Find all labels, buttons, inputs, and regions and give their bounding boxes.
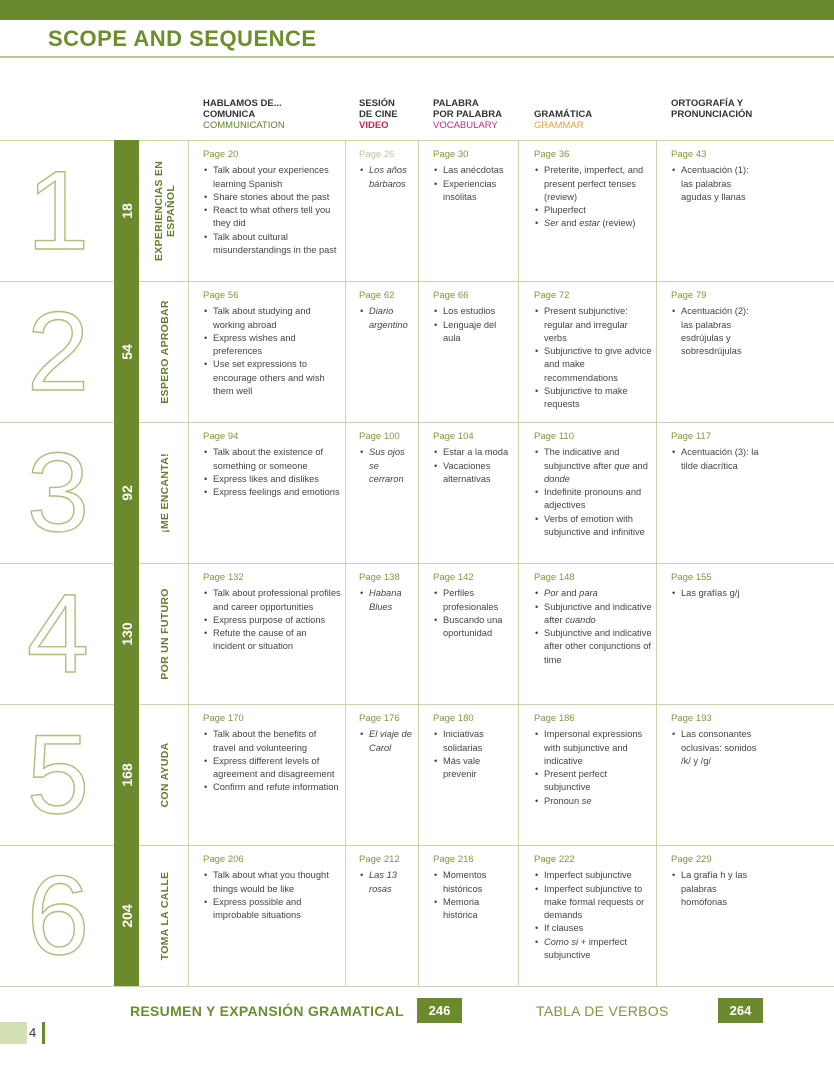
cell-page-ref: Page 94 xyxy=(203,431,239,442)
column-divider xyxy=(518,140,519,281)
list-item: • Memoria histórica xyxy=(443,896,515,923)
list-item: • Pluperfect xyxy=(544,204,652,217)
col-comm-line2: COMUNICA xyxy=(203,109,256,120)
unit-start-page xyxy=(114,563,139,704)
list-item: • Talk about professional profiles and career opportunities xyxy=(213,587,341,614)
list-item: • Express feelings and emotions xyxy=(213,486,341,499)
cell-list xyxy=(359,305,415,332)
list-item: • Subjunctive and indicative after cuando xyxy=(544,601,652,628)
list-item: • Verbs of emotion with subjunctive and infinitive xyxy=(544,513,652,540)
unit-start-page-text: 130 xyxy=(118,621,135,646)
list-item: • Estar a la moda xyxy=(443,446,515,459)
col-vocab-sub: VOCABULARY xyxy=(433,120,498,131)
cell-list xyxy=(359,728,415,755)
cell-page-ref: Page 222 xyxy=(534,854,575,865)
unit-row-5 xyxy=(0,704,834,845)
cell-list xyxy=(203,728,341,794)
cell-video xyxy=(359,712,415,755)
list-item: • Talk about studying and working abroad xyxy=(213,305,341,332)
list-item: • Talk about the existence of something or someone xyxy=(213,446,341,473)
unit-big-number: 6 xyxy=(26,853,90,978)
column-divider xyxy=(656,281,657,422)
col-comm-line1: HABLAMOS DE... xyxy=(203,98,282,109)
cell-page-ref: Page 104 xyxy=(433,431,474,442)
cell-page-ref: Page 56 xyxy=(203,290,239,301)
cell-page-ref: Page 62 xyxy=(359,290,395,301)
table-bottom-line xyxy=(0,986,834,987)
cell-comm xyxy=(203,148,341,257)
unit-row-4 xyxy=(0,563,834,704)
unit-start-page-text: 92 xyxy=(118,484,135,501)
unit-start-page-text: 204 xyxy=(118,903,135,928)
column-divider xyxy=(188,845,189,986)
column-header-orthography xyxy=(671,98,752,120)
col-orto-line2: PRONUNCIACIÓN xyxy=(671,109,753,120)
list-item: • Present subjunctive: regular and irregular verbs xyxy=(544,305,652,345)
list-item: • Imperfect subjunctive to make formal requests or demands xyxy=(544,883,652,923)
cell-list xyxy=(203,305,341,398)
list-item: • Indefinite pronouns and adjectives xyxy=(544,486,652,513)
page-title: SCOPE AND SEQUENCE xyxy=(48,26,317,51)
list-item: • Como si + imperfect subjunctive xyxy=(544,936,652,963)
cell-video xyxy=(359,148,415,191)
cell-list xyxy=(433,446,515,486)
list-item: • Por and para xyxy=(544,587,652,600)
cell-gram xyxy=(534,571,652,667)
unit-title-text: TOMA LA CALLE xyxy=(159,871,171,960)
cell-orto xyxy=(671,289,761,358)
column-divider xyxy=(188,422,189,563)
cell-page-ref: Page 79 xyxy=(671,290,707,301)
list-item: • Los años bárbaros xyxy=(369,164,415,191)
list-item: • Express possible and improbable situations xyxy=(213,896,341,923)
column-divider xyxy=(656,845,657,986)
list-item: • La grafía h y las palabras homófonas xyxy=(681,869,761,909)
list-item: • Subjunctive to give advice and make recommendations xyxy=(544,345,652,385)
cell-page-ref: Page 132 xyxy=(203,572,244,583)
list-item: • Vacaciones alternativas xyxy=(443,460,515,487)
cell-video xyxy=(359,289,415,332)
cell-list xyxy=(359,869,415,896)
column-divider xyxy=(418,140,419,281)
unit-title-text: ESPERO APROBAR xyxy=(159,299,171,404)
unit-title xyxy=(146,422,184,563)
cell-page-ref: Page 20 xyxy=(203,149,239,160)
cell-list xyxy=(534,446,652,539)
cell-page-ref: Page 193 xyxy=(671,713,712,724)
list-item: • Imperfect subjunctive xyxy=(544,869,652,882)
cell-gram xyxy=(534,712,652,808)
cell-list xyxy=(359,587,415,614)
cell-list xyxy=(433,587,515,640)
column-divider xyxy=(345,845,346,986)
cell-orto xyxy=(671,430,761,473)
column-divider xyxy=(345,140,346,281)
unit-start-page xyxy=(114,845,139,986)
cell-comm xyxy=(203,853,341,922)
unit-big-number: 5 xyxy=(26,712,90,837)
unit-row-3 xyxy=(0,422,834,563)
cell-page-ref: Page 72 xyxy=(534,290,570,301)
column-divider xyxy=(418,281,419,422)
cell-page-ref: Page 142 xyxy=(433,572,474,583)
list-item: • Pronoun se xyxy=(544,795,652,808)
col-video-sub: VIDEO xyxy=(359,120,389,131)
cell-list xyxy=(433,728,515,781)
list-item: • Buscando una oportunidad xyxy=(443,614,515,641)
list-item: • Subjunctive and indicative after other conjunctions of time xyxy=(544,627,652,667)
list-item: • Subjunctive to make requests xyxy=(544,385,652,412)
cell-orto xyxy=(671,712,761,768)
list-item: • Lenguaje del aula xyxy=(443,319,515,346)
column-divider xyxy=(518,704,519,845)
cell-list xyxy=(534,869,652,962)
unit-big-number: 3 xyxy=(26,430,90,555)
unit-start-page xyxy=(114,704,139,845)
cell-orto xyxy=(671,853,761,909)
list-item: • Express wishes and preferences xyxy=(213,332,341,359)
cell-video xyxy=(359,430,415,486)
list-item: • Ser and estar (review) xyxy=(544,217,652,230)
list-item: • The indicative and subjunctive after que and donde xyxy=(544,446,652,486)
cell-gram xyxy=(534,430,652,539)
unit-row-1 xyxy=(0,140,834,281)
cell-page-ref: Page 206 xyxy=(203,854,244,865)
cell-list xyxy=(433,869,515,922)
column-divider xyxy=(656,704,657,845)
cell-comm xyxy=(203,430,341,499)
unit-start-page xyxy=(114,422,139,563)
column-header-grammar xyxy=(534,109,592,131)
tabla-page-badge: 264 xyxy=(718,998,763,1023)
column-divider xyxy=(518,422,519,563)
cell-vocab xyxy=(433,853,515,922)
cell-list xyxy=(203,164,341,257)
column-divider xyxy=(345,563,346,704)
top-color-bar xyxy=(0,0,834,20)
cell-list xyxy=(671,869,761,909)
cell-vocab xyxy=(433,571,515,640)
unit-big-number: 1 xyxy=(26,148,90,273)
cell-gram xyxy=(534,853,652,962)
column-header-communication xyxy=(203,98,285,131)
list-item: • React to what others tell you they did xyxy=(213,204,341,231)
unit-big-number: 2 xyxy=(26,289,90,414)
column-divider xyxy=(188,563,189,704)
cell-list xyxy=(359,164,415,191)
list-item: • Confirm and refute information xyxy=(213,781,341,794)
list-item: • Acentuación (3): la tilde diacrítica xyxy=(681,446,761,473)
unit-start-page-text: 54 xyxy=(118,343,135,360)
cell-list xyxy=(671,587,761,600)
list-item: • Talk about the benefits of travel and volunteering xyxy=(213,728,341,755)
unit-row-6 xyxy=(0,845,834,986)
list-item: • Refute the cause of an incident or situation xyxy=(213,627,341,654)
column-divider xyxy=(418,845,419,986)
cell-page-ref: Page 43 xyxy=(671,149,707,160)
cell-page-ref: Page 229 xyxy=(671,854,712,865)
cell-page-ref: Page 176 xyxy=(359,713,400,724)
cell-comm xyxy=(203,571,341,654)
tabla-label: TABLA DE VERBOS xyxy=(536,1003,669,1019)
cell-vocab xyxy=(433,148,515,204)
col-comm-sub: COMMUNICATION xyxy=(203,120,285,131)
unit-title-text: ¡ME ENCANTA! xyxy=(159,452,171,533)
column-divider xyxy=(656,563,657,704)
unit-title xyxy=(146,845,184,986)
column-divider xyxy=(188,281,189,422)
unit-start-page xyxy=(114,140,139,281)
cell-page-ref: Page 186 xyxy=(534,713,575,724)
list-item: • Experiencias insólitas xyxy=(443,178,515,205)
list-item: • Preterite, imperfect, and present perfect tenses (review) xyxy=(544,164,652,204)
unit-title xyxy=(146,281,184,422)
col-vocab-line2: POR PALABRA xyxy=(433,109,502,120)
column-divider xyxy=(656,422,657,563)
list-item: • Talk about what you thought things would be like xyxy=(213,869,341,896)
list-item: • Talk about cultural misunderstandings in the past xyxy=(213,231,341,258)
list-item: • Talk about your experiences learning Spanish xyxy=(213,164,341,191)
cell-list xyxy=(534,305,652,411)
list-item: • Los estudios xyxy=(443,305,515,318)
cell-vocab xyxy=(433,712,515,781)
list-item: • El viaje de Carol xyxy=(369,728,415,755)
column-divider xyxy=(518,563,519,704)
col-vocab-line1: PALABRA xyxy=(433,98,479,109)
cell-page-ref: Page 30 xyxy=(433,149,469,160)
resumen-page-badge: 246 xyxy=(417,998,462,1023)
unit-title-text: POR UN FUTURO xyxy=(159,587,171,680)
list-item: • Present perfect subjunctive xyxy=(544,768,652,795)
column-divider xyxy=(418,422,419,563)
cell-page-ref: Page 117 xyxy=(671,431,711,442)
column-header-vocabulary xyxy=(433,98,502,131)
cell-page-ref: Page 148 xyxy=(534,572,575,583)
list-item: • Express purpose of actions xyxy=(213,614,341,627)
cell-gram xyxy=(534,289,652,412)
page-folio: 4 xyxy=(29,1025,37,1040)
column-divider xyxy=(188,140,189,281)
list-item: • Sus ojos se cerraron xyxy=(369,446,415,486)
list-item: • Más vale prevenir xyxy=(443,755,515,782)
cell-list xyxy=(534,164,652,230)
column-divider xyxy=(188,704,189,845)
column-divider xyxy=(418,563,419,704)
unit-row-2 xyxy=(0,281,834,422)
cell-list xyxy=(671,164,761,204)
list-item: • Las grafías g/j xyxy=(681,587,761,600)
title-divider xyxy=(0,56,834,58)
cell-list xyxy=(671,446,761,473)
cell-video xyxy=(359,571,415,614)
column-divider xyxy=(345,422,346,563)
folio-bar xyxy=(0,1022,27,1044)
resumen-label: RESUMEN Y EXPANSIÓN GRAMATICAL xyxy=(130,1003,404,1019)
cell-list xyxy=(534,728,652,808)
cell-page-ref: Page 36 xyxy=(534,149,570,160)
list-item: • Impersonal expressions with subjunctive and indicative xyxy=(544,728,652,768)
cell-gram xyxy=(534,148,652,231)
column-divider xyxy=(345,281,346,422)
cell-page-ref: Page 66 xyxy=(433,290,469,301)
cell-page-ref: Page 212 xyxy=(359,854,400,865)
list-item: • Las 13 rosas xyxy=(369,869,415,896)
list-item: • If clauses xyxy=(544,922,652,935)
cell-page-ref: Page 100 xyxy=(359,431,400,442)
cell-page-ref: Page 170 xyxy=(203,713,244,724)
list-item: • Momentos históricos xyxy=(443,869,515,896)
cell-list xyxy=(203,446,341,499)
cell-list xyxy=(534,587,652,667)
cell-list xyxy=(359,446,415,486)
cell-orto xyxy=(671,148,761,204)
cell-comm xyxy=(203,712,341,795)
unit-start-page-text: 18 xyxy=(118,202,135,219)
cell-orto xyxy=(671,571,761,601)
cell-page-ref: Page 155 xyxy=(671,572,712,583)
col-video-line1: SESIÓN xyxy=(359,98,395,109)
cell-page-ref: Page 110 xyxy=(534,431,574,442)
cell-list xyxy=(433,305,515,345)
col-orto-line1: ORTOGRAFÍA Y xyxy=(671,98,744,109)
cell-page-ref: Page 138 xyxy=(359,572,400,583)
column-divider xyxy=(656,140,657,281)
cell-list xyxy=(671,305,761,358)
cell-vocab xyxy=(433,430,515,486)
unit-title xyxy=(146,563,184,704)
list-item: • Express different levels of agreement and disagreement xyxy=(213,755,341,782)
column-divider xyxy=(418,704,419,845)
folio-accent xyxy=(42,1022,45,1044)
list-item: • Acentuación (1): las palabras agudas y llanas xyxy=(681,164,761,204)
cell-list xyxy=(671,728,761,768)
list-item: • Share stories about the past xyxy=(213,191,341,204)
column-header-video xyxy=(359,98,398,131)
list-item: • Acentuación (2): las palabras esdrújulas y sobresdrújulas xyxy=(681,305,761,358)
cell-list xyxy=(203,869,341,922)
unit-start-page xyxy=(114,281,139,422)
list-item: • Use set expressions to encourage others and wish them well xyxy=(213,358,341,398)
column-divider xyxy=(345,704,346,845)
col-video-line2: DE CINE xyxy=(359,109,398,120)
cell-page-ref: Page 216 xyxy=(433,854,474,865)
unit-title-text: EXPERIENCIAS EN ESPAÑOL xyxy=(153,160,177,261)
column-divider xyxy=(518,845,519,986)
cell-comm xyxy=(203,289,341,398)
cell-page-ref: Page 180 xyxy=(433,713,474,724)
column-divider xyxy=(518,281,519,422)
cell-vocab xyxy=(433,289,515,345)
list-item: • Perfiles profesionales xyxy=(443,587,515,614)
unit-big-number: 4 xyxy=(26,571,90,696)
cell-list xyxy=(203,587,341,653)
cell-list xyxy=(433,164,515,204)
col-gram-sub: GRAMMAR xyxy=(534,120,584,131)
list-item: • Iniciativas solidarias xyxy=(443,728,515,755)
list-item: • Habana Blues xyxy=(369,587,415,614)
list-item: • Las anécdotas xyxy=(443,164,515,177)
list-item: • Express likes and dislikes xyxy=(213,473,341,486)
col-gram-line2: GRAMÁTICA xyxy=(534,109,593,120)
unit-title xyxy=(146,140,184,281)
unit-start-page-text: 168 xyxy=(118,762,135,787)
list-item: • Las consonantes oclusivas: sonidos /k/ y /g/ xyxy=(681,728,761,768)
list-item: • Diario argentino xyxy=(369,305,415,332)
cell-page-ref: Page 26 xyxy=(359,149,395,160)
unit-title-text: CON AYUDA xyxy=(159,742,171,807)
cell-video xyxy=(359,853,415,896)
unit-title xyxy=(146,704,184,845)
